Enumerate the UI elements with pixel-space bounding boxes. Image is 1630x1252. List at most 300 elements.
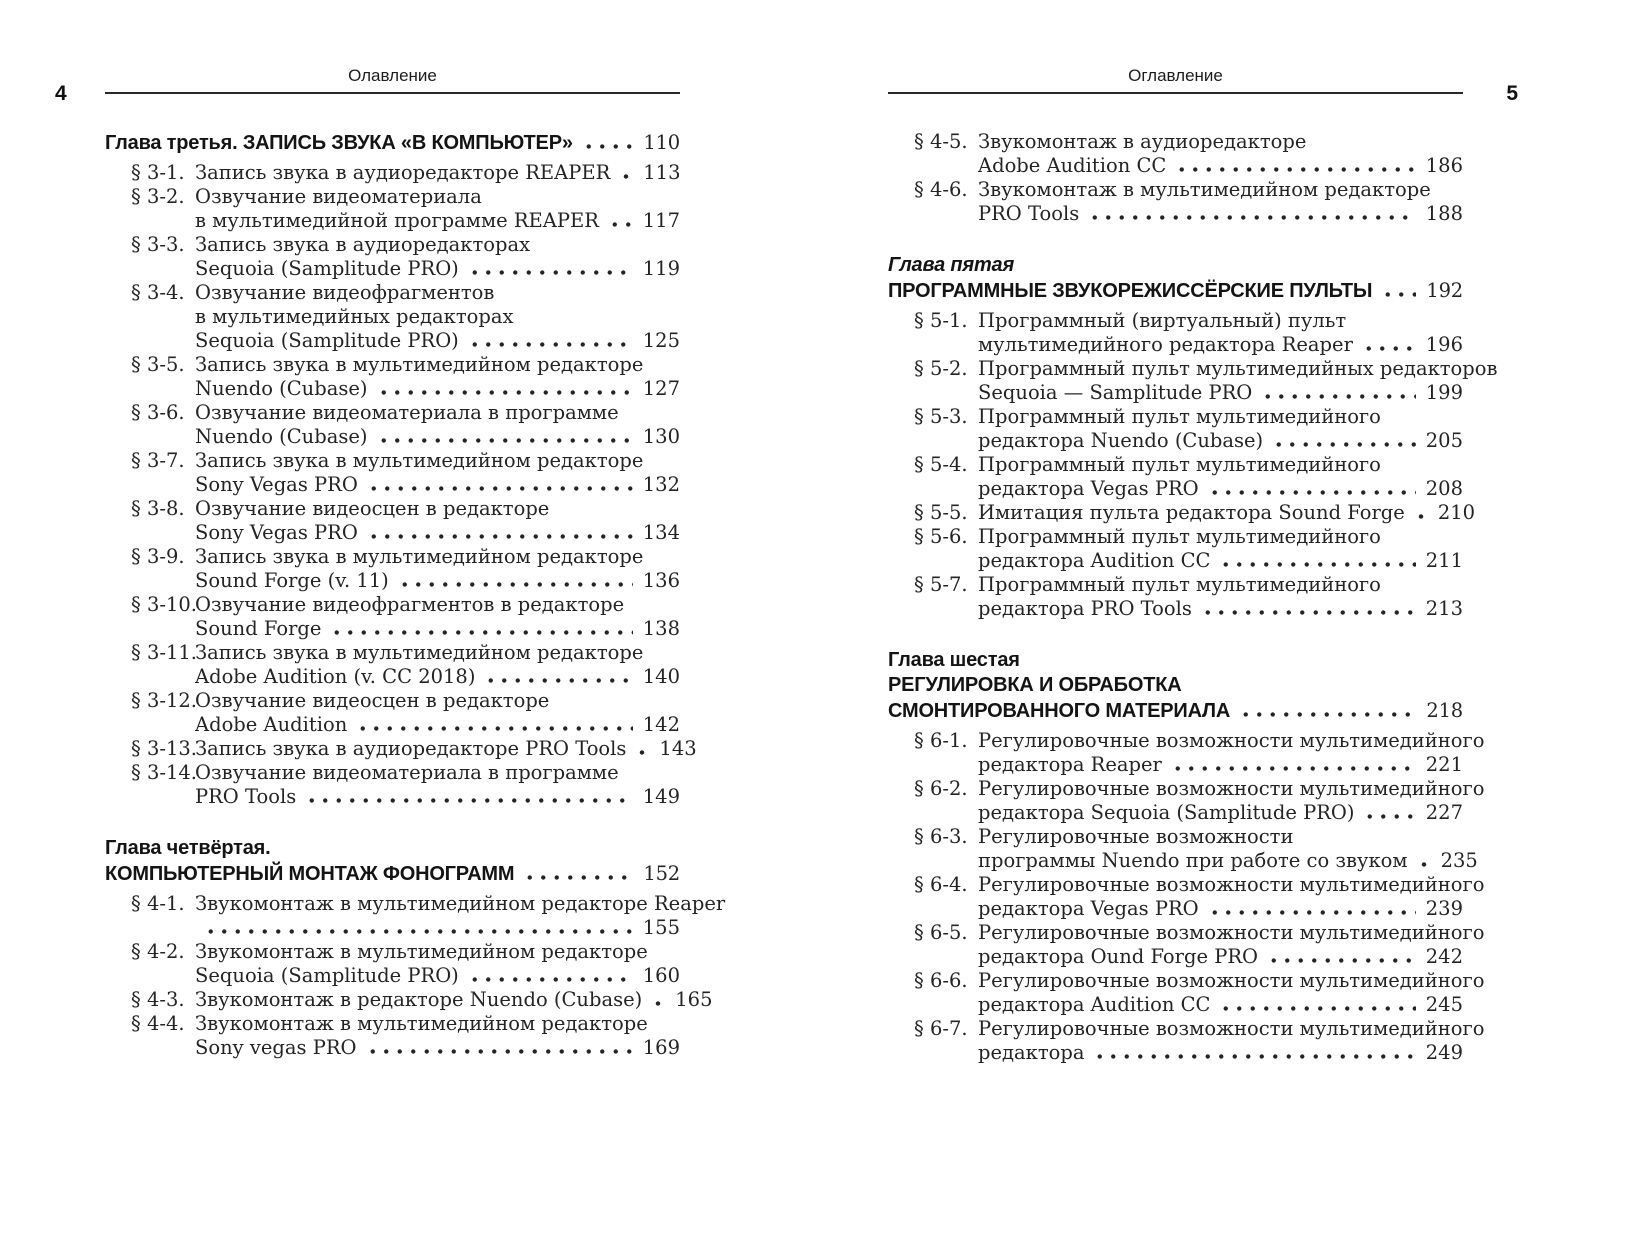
entry-text: Регулировочные возможности мультимедийного	[978, 1017, 1485, 1040]
entry-page-number: 199	[1425, 381, 1463, 404]
entry-line	[195, 233, 680, 257]
entry-text: программы Nuendo при работе со звуком	[978, 849, 1408, 872]
toc-entry	[105, 988, 713, 1012]
entry-line	[978, 825, 1463, 849]
toc-entry	[888, 525, 1463, 573]
entry-line	[978, 357, 1498, 381]
toc-entry	[105, 737, 697, 761]
entry-line	[978, 202, 1463, 226]
toc-entry	[105, 761, 680, 809]
entry-page-number: 138	[642, 617, 680, 640]
entry-text: редактора Reaper	[978, 753, 1162, 776]
section-label: § 3-3.	[131, 233, 185, 256]
entry-page-number: 140	[642, 665, 680, 688]
entry-line	[978, 573, 1463, 597]
entry-text: Звукомонтаж в мультимедийном редакторе Reaper	[195, 892, 726, 915]
entry-line	[888, 673, 1463, 698]
section-label: § 4-6.	[914, 178, 968, 201]
entry-text: редактора Sequoia (Samplitude PRO)	[978, 801, 1355, 824]
section-label: § 3-5.	[131, 353, 185, 376]
entry-line	[978, 921, 1485, 945]
running-title-right: Оглавление	[1128, 66, 1223, 85]
entry-text: Глава третья. ЗАПИСЬ ЗВУКА «В КОМПЬЮТЕР»	[105, 132, 573, 154]
dot-leader	[366, 1049, 633, 1054]
page-number-right: 5	[1506, 82, 1518, 105]
dot-leader	[367, 534, 633, 539]
entry-text: Запись звука в мультимедийном редакторе	[195, 641, 644, 664]
section-label: § 3-2.	[131, 185, 185, 208]
entry-page-number: 134	[642, 521, 680, 544]
entry-line	[195, 713, 680, 737]
entry-text: ПРОГРАММНЫЕ ЗВУКОРЕЖИССЁРСКИЕ ПУЛЬТЫ	[888, 280, 1373, 302]
entry-page-number: 196	[1425, 333, 1463, 356]
toc-entry	[888, 130, 1463, 178]
entry-text: Регулировочные возможности	[978, 825, 1294, 848]
dot-leader	[1239, 712, 1416, 717]
toc-entries-right	[888, 130, 1498, 1065]
section-label: § 4-2.	[131, 940, 185, 963]
dot-leader	[619, 174, 633, 179]
entry-page-number: 125	[642, 329, 680, 352]
entry-text: РЕГУЛИРОВКА И ОБРАБОТКА	[888, 674, 1182, 696]
entry-page-number: 245	[1425, 993, 1463, 1016]
entry-page-number: 186	[1425, 154, 1463, 177]
entry-text: Sequoia (Samplitude PRO)	[195, 257, 459, 280]
dot-leader	[356, 726, 633, 731]
entry-line	[978, 405, 1463, 429]
entry-text: PRO Tools	[195, 785, 297, 808]
dot-leader	[1175, 167, 1415, 172]
entry-page-number: 249	[1425, 1041, 1463, 1064]
dot-leader	[1201, 610, 1416, 615]
entry-page-number: 205	[1425, 429, 1463, 452]
entry-text: СМОНТИРОВАННОГО МАТЕРИАЛА	[888, 700, 1231, 722]
toc-entry	[105, 940, 680, 988]
entry-text: редактора	[978, 1041, 1085, 1064]
entry-text: Имитация пульта редактора Sound Forge	[978, 501, 1405, 524]
dot-leader	[1208, 490, 1416, 495]
entry-text: Программный пульт мультимедийного	[978, 525, 1381, 548]
entry-text: Озвучание видеосцен в редакторе	[195, 689, 550, 712]
section-label: § 3-14.	[131, 761, 197, 784]
dot-leader	[398, 582, 633, 587]
section-label: § 6-1.	[914, 729, 968, 752]
entry-page-number: 143	[659, 737, 697, 760]
entry-line	[195, 617, 680, 641]
entry-line	[195, 593, 680, 617]
entry-text: Sequoia (Samplitude PRO)	[195, 964, 459, 987]
entry-text: Sequoia (Samplitude PRO)	[195, 329, 459, 352]
entry-text: в мультимедийных редакторах	[195, 305, 514, 328]
entry-text: Регулировочные возможности мультимедийного	[978, 729, 1485, 752]
entry-line	[105, 836, 680, 861]
section-label: § 3-9.	[131, 545, 185, 568]
entry-line	[888, 648, 1463, 673]
entry-text: Регулировочные возможности мультимедийного	[978, 969, 1485, 992]
entry-text: Звукомонтаж в аудиоредакторе	[978, 130, 1307, 153]
entry-line	[195, 377, 680, 401]
entry-line	[195, 1012, 680, 1036]
entry-text: Запись звука в мультимедийном редакторе	[195, 545, 644, 568]
entry-line	[978, 777, 1485, 801]
entry-page-number: 149	[642, 785, 680, 808]
entry-text: Звукомонтаж в мультимедийном редакторе	[195, 1012, 648, 1035]
entry-page-number: 211	[1425, 549, 1463, 572]
entry-text: редактора Nuendo (Cubase)	[978, 429, 1264, 452]
entry-line	[195, 665, 680, 689]
entry-page-number: 152	[643, 862, 680, 885]
toc-entry	[888, 453, 1463, 501]
dot-leader	[1272, 442, 1416, 447]
entry-page-number: 169	[642, 1036, 680, 1059]
entry-text: Программный (виртуальный) пульт	[978, 309, 1347, 332]
entry-line	[978, 873, 1485, 897]
toc-entry	[105, 281, 680, 353]
section-label: § 3-11.	[131, 641, 197, 664]
entry-line	[195, 940, 680, 964]
toc-entry	[888, 729, 1485, 777]
entry-text: Звукомонтаж в мультимедийном редакторе	[978, 178, 1431, 201]
entry-line	[195, 641, 680, 665]
dot-leader	[468, 342, 633, 347]
entry-line	[978, 801, 1463, 825]
section-label: § 5-7.	[914, 573, 968, 596]
section-label: § 5-5.	[914, 501, 968, 524]
dot-leader	[1381, 292, 1416, 297]
toc-entry	[888, 873, 1485, 921]
toc-entry	[888, 501, 1476, 525]
entry-line	[105, 861, 680, 887]
dot-leader	[582, 144, 634, 149]
entry-text: редактора PRO Tools	[978, 597, 1192, 620]
section-label: § 3-8.	[131, 497, 185, 520]
dot-leader	[1417, 862, 1431, 867]
entry-line	[978, 178, 1463, 202]
entry-line	[978, 309, 1463, 333]
toc-entry	[888, 178, 1463, 226]
entry-line	[978, 1017, 1485, 1041]
entry-line	[195, 401, 680, 425]
toc-entry	[105, 497, 680, 545]
toc-entry	[888, 357, 1498, 405]
entry-text: Программный пульт мультимедийных редакторов	[978, 357, 1498, 380]
section-label: § 6-3.	[914, 825, 968, 848]
section-label: § 5-3.	[914, 405, 968, 428]
dot-leader	[377, 390, 633, 395]
entry-text: Звукомонтаж в редакторе Nuendo (Cubase)	[195, 988, 643, 1011]
entry-line	[195, 281, 680, 305]
section-label: § 4-1.	[131, 892, 185, 915]
chapter-heading	[888, 648, 1463, 724]
entry-page-number: 127	[642, 377, 680, 400]
dot-leader	[1261, 394, 1415, 399]
section-label: § 4-5.	[914, 130, 968, 153]
dot-leader	[468, 270, 633, 275]
entry-text: Регулировочные возможности мультимедийного	[978, 777, 1485, 800]
section-label: § 4-4.	[131, 1012, 185, 1035]
entry-text: Adobe Audition	[195, 713, 348, 736]
section-label: § 5-6.	[914, 525, 968, 548]
entry-line	[195, 964, 680, 988]
entry-page-number: 155	[642, 916, 680, 939]
entry-page-number: 235	[1440, 849, 1478, 872]
entry-text: Sony vegas PRO	[195, 1036, 357, 1059]
page-number-left: 4	[55, 82, 67, 105]
entry-page-number: 132	[642, 473, 680, 496]
header-rule-right	[888, 92, 1463, 94]
toc-entry	[105, 185, 680, 233]
dot-leader	[330, 630, 632, 635]
page-right	[888, 0, 1498, 1252]
entry-text: Озвучание видеосцен в редакторе	[195, 497, 550, 520]
entry-line	[195, 892, 726, 916]
entry-line	[978, 333, 1463, 357]
entry-text: Sound Forge (v. 11)	[195, 569, 389, 592]
entry-page-number: 192	[1426, 279, 1463, 302]
section-label: § 3-1.	[131, 161, 185, 184]
entry-page-number: 188	[1425, 202, 1463, 225]
entry-text: Озвучание видеофрагментов в редакторе	[195, 593, 625, 616]
entry-text: КОМПЬЮТЕРНЫЙ МОНТАЖ ФОНОГРАММ	[105, 863, 515, 885]
entry-line	[195, 449, 680, 473]
toc-entry	[888, 969, 1485, 1017]
toc-entry	[888, 825, 1478, 873]
chapter-heading	[105, 130, 680, 156]
section-label: § 3-4.	[131, 281, 185, 304]
entry-text: Озвучание видеоматериала	[195, 185, 482, 208]
dot-leader	[1219, 562, 1415, 567]
toc-entry	[105, 689, 680, 737]
entry-line	[195, 1036, 680, 1060]
dot-leader	[1363, 814, 1415, 819]
entry-line	[105, 130, 680, 156]
entry-line	[888, 698, 1463, 724]
section-label: § 6-6.	[914, 969, 968, 992]
entry-text: редактора Audition CC	[978, 549, 1211, 572]
entry-page-number: 160	[642, 964, 680, 987]
entry-line	[978, 549, 1463, 573]
entry-text: редактора Ound Forge PRO	[978, 945, 1258, 968]
entry-text: Sequoia — Samplitude PRO	[978, 381, 1253, 404]
toc-entry	[105, 353, 680, 401]
entry-page-number: 242	[1425, 945, 1463, 968]
entry-text: Запись звука в аудиоредакторе PRO Tools	[195, 737, 627, 760]
toc-entry	[105, 641, 680, 689]
entry-text: Глава четвёртая.	[105, 837, 271, 859]
dot-leader	[1267, 958, 1416, 963]
entry-line	[978, 453, 1463, 477]
entry-text: Озвучание видеоматериала в программе	[195, 401, 619, 424]
section-label: § 3-10.	[131, 593, 197, 616]
toc-entry	[888, 405, 1463, 453]
entry-line	[978, 381, 1463, 405]
entry-text: мультимедийного редактора Reaper	[978, 333, 1353, 356]
toc-entry	[105, 401, 680, 449]
entry-page-number: 218	[1426, 699, 1463, 722]
chapter-heading	[105, 836, 680, 887]
entry-text: Регулировочные возможности мультимедийного	[978, 873, 1485, 896]
entry-page-number: 213	[1425, 597, 1463, 620]
entry-line	[195, 737, 697, 761]
entry-line	[195, 545, 680, 569]
entry-text: редактора Vegas PRO	[978, 477, 1199, 500]
entry-page-number: 119	[642, 257, 680, 280]
entry-line	[195, 329, 680, 353]
toc-entry	[105, 233, 680, 281]
entry-line	[195, 497, 680, 521]
toc-entry	[105, 449, 680, 497]
entry-line	[978, 849, 1478, 873]
section-label: § 4-3.	[131, 988, 185, 1011]
entry-text: Регулировочные возможности мультимедийного	[978, 921, 1485, 944]
section-label: § 6-2.	[914, 777, 968, 800]
entry-page-number: 110	[643, 131, 680, 154]
dot-leader	[1171, 766, 1416, 771]
toc-entry	[888, 777, 1485, 825]
entry-page-number: 165	[675, 988, 713, 1011]
entry-page-number: 136	[642, 569, 680, 592]
entry-text: Звукомонтаж в мультимедийном редакторе	[195, 940, 648, 963]
entry-line	[978, 945, 1463, 969]
entry-line	[195, 689, 680, 713]
dot-leader	[651, 1001, 665, 1006]
dot-leader	[1088, 215, 1416, 220]
entry-line	[978, 729, 1485, 753]
dot-leader	[468, 977, 633, 982]
dot-leader	[305, 798, 633, 803]
entry-line	[888, 253, 1463, 278]
dot-leader	[377, 438, 633, 443]
dot-leader	[1093, 1054, 1415, 1059]
toc-entry	[105, 161, 680, 185]
entry-text: Nuendo (Cubase)	[195, 425, 368, 448]
dot-leader	[1362, 346, 1416, 351]
entry-line	[195, 473, 680, 497]
section-label: § 3-7.	[131, 449, 185, 472]
entry-line	[978, 429, 1463, 453]
dot-leader	[1208, 910, 1416, 915]
entry-text: Программный пульт мультимедийного	[978, 405, 1381, 428]
header-rule-left	[105, 92, 680, 94]
entry-line	[195, 785, 680, 809]
dot-leader	[484, 678, 632, 683]
entry-line	[978, 597, 1463, 621]
entry-text: Программный пульт мультимедийного	[978, 453, 1381, 476]
entry-text: Adobe Audition CC	[978, 154, 1167, 177]
entry-text: Adobe Audition (v. CC 2018)	[195, 665, 476, 688]
entry-line	[195, 761, 680, 785]
dot-leader	[608, 222, 633, 227]
section-label: § 6-4.	[914, 873, 968, 896]
entry-text: редактора Audition CC	[978, 993, 1211, 1016]
entry-page-number: 130	[642, 425, 680, 448]
running-title-left: Олавление	[348, 66, 437, 85]
entry-page-number: 221	[1425, 753, 1463, 776]
entry-text: Nuendo (Cubase)	[195, 377, 368, 400]
entry-line	[195, 161, 680, 185]
entry-text: Запись звука в мультимедийном редакторе	[195, 353, 644, 376]
entry-text: Sony Vegas PRO	[195, 473, 358, 496]
entry-line	[195, 988, 713, 1012]
toc-entry	[888, 921, 1485, 969]
toc-entry	[105, 593, 680, 641]
entry-line	[978, 993, 1463, 1017]
entry-page-number: 117	[642, 209, 680, 232]
entry-line	[978, 525, 1463, 549]
entry-line	[978, 130, 1463, 154]
toc-entry	[105, 545, 680, 593]
entry-text: Запись звука в мультимедийном редакторе	[195, 449, 644, 472]
toc-entry	[105, 892, 726, 940]
dot-leader	[204, 929, 633, 934]
entry-text: Озвучание видеоматериала в программе	[195, 761, 619, 784]
dot-leader	[1219, 1006, 1415, 1011]
dot-leader	[523, 875, 633, 880]
entry-line	[195, 425, 680, 449]
entry-line	[195, 209, 680, 233]
entry-page-number: 113	[643, 161, 681, 184]
entry-text: Программный пульт мультимедийного	[978, 573, 1381, 596]
entry-page-number: 208	[1425, 477, 1463, 500]
entry-line	[888, 278, 1463, 304]
entry-page-number: 210	[1437, 501, 1476, 524]
toc-entry	[888, 309, 1463, 357]
section-label: § 5-1.	[914, 309, 968, 332]
section-label: § 5-2.	[914, 357, 968, 380]
entry-line	[195, 305, 680, 329]
section-label: § 6-7.	[914, 1017, 968, 1040]
entry-text: Запись звука в аудиоредакторе REAPER	[195, 161, 611, 184]
chapter-heading	[888, 253, 1463, 304]
entry-page-number: 142	[642, 713, 680, 736]
entry-text: Sony Vegas PRO	[195, 521, 358, 544]
entry-line	[978, 897, 1463, 921]
entry-text: PRO Tools	[978, 202, 1080, 225]
entry-line	[978, 1041, 1463, 1065]
toc-entry	[888, 573, 1463, 621]
section-label: § 3-13.	[131, 737, 197, 760]
entry-line	[195, 353, 680, 377]
section-label: § 5-4.	[914, 453, 968, 476]
section-label: § 3-12.	[131, 689, 197, 712]
toc-entry	[888, 1017, 1485, 1065]
section-label: § 6-5.	[914, 921, 968, 944]
entry-line	[978, 753, 1463, 777]
entry-page-number: 239	[1425, 897, 1463, 920]
entry-text: Озвучание видеофрагментов	[195, 281, 495, 304]
entry-page-number: 227	[1425, 801, 1463, 824]
entry-text: в мультимедийной программе REAPER	[195, 209, 599, 232]
entry-line	[978, 477, 1463, 501]
toc-entry	[105, 1012, 680, 1060]
dot-leader	[367, 486, 633, 491]
entry-text: Запись звука в аудиоредакторах	[195, 233, 531, 256]
toc-entries-left	[105, 130, 726, 1060]
page-left	[105, 0, 726, 1252]
dot-leader	[635, 750, 649, 755]
entry-text: редактора Vegas PRO	[978, 897, 1199, 920]
entry-line	[978, 154, 1463, 178]
entry-line	[195, 257, 680, 281]
entry-text: Глава пятая	[888, 254, 1015, 276]
entry-line	[978, 969, 1485, 993]
dot-leader	[1414, 514, 1428, 519]
entry-line	[195, 569, 680, 593]
entry-text: Sound Forge	[195, 617, 322, 640]
entry-line	[195, 185, 680, 209]
entry-text: Глава шестая	[888, 649, 1020, 671]
entry-line	[195, 521, 680, 545]
